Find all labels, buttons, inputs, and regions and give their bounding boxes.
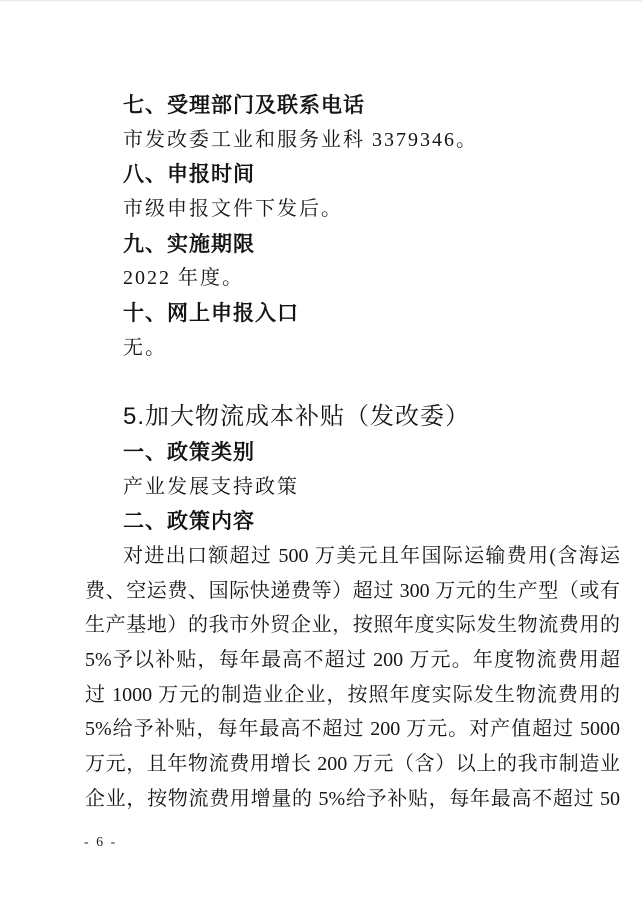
heading-online-application-entry: 十、网上申报入口 <box>123 301 299 326</box>
heading-policy-content: 二、政策内容 <box>123 509 255 534</box>
page-number: - 6 - <box>84 835 118 850</box>
blank-line <box>85 366 620 401</box>
body-online-application-entry: 无。 <box>123 336 167 359</box>
policy-content-line-3: 生产基地）的我市外贸企业，按照年度实际发生物流费用的 <box>85 614 620 637</box>
page-content <box>85 88 620 816</box>
body-application-time: 市级申报文件下发后。 <box>123 198 343 221</box>
policy-content-line-5: 过 1000 万元的制造业企业，按照年度实际发生物流费用的 <box>85 683 620 706</box>
body-policy-category: 产业发展支持政策 <box>123 475 299 498</box>
body-acceptance-department: 市发改委工业和服务业科 3379346。 <box>123 128 478 151</box>
policy-content-line-2: 费、空运费、国际快递费等）超过 300 万元的生产型（或有 <box>85 579 620 602</box>
heading-acceptance-department: 七、受理部门及联系电话 <box>123 93 365 117</box>
policy-content-line-7: 万元，且年物流费用增长 200 万元（含）以上的我市制造业 <box>85 753 620 776</box>
policy-content-line-6: 5%给予补贴，每年最高不超过 200 万元。对产值超过 5000 <box>85 718 620 741</box>
body-implementation-period: 2022 年度。 <box>123 267 244 290</box>
heading-implementation-period: 九、实施期限 <box>123 231 255 256</box>
policy-content-line-4: 5%予以补贴，每年最高不超过 200 万元。年度物流费用超 <box>85 649 620 671</box>
policy-content-line-1: 对进出口额超过 500 万美元且年国际运输费用(含海运 <box>123 544 620 567</box>
heading-policy-category: 一、政策类别 <box>123 439 255 464</box>
heading-application-time: 八、申报时间 <box>123 162 255 187</box>
policy-content-line-8: 企业，按物流费用增量的 5%给予补贴，每年最高不超过 50 <box>85 787 620 810</box>
policy5-title: 5.加大物流成本补贴（发改委） <box>123 403 471 431</box>
